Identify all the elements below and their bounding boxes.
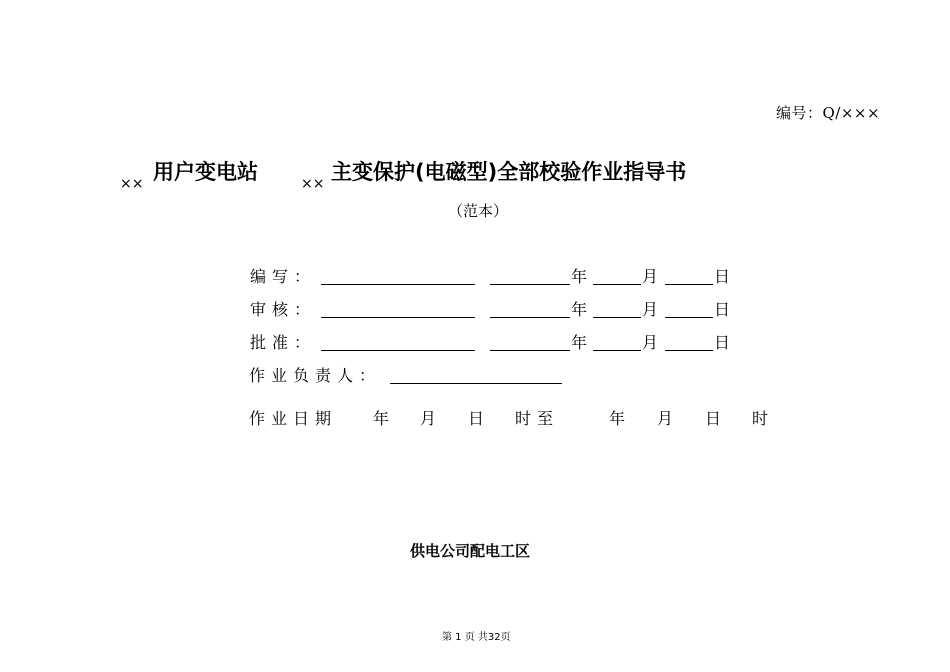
start-day-unit: 日 (468, 409, 485, 428)
start-year-unit: 年 (373, 409, 390, 428)
signature-line (321, 317, 475, 318)
year-unit: 年 (571, 300, 588, 319)
month-line (593, 317, 641, 318)
day-unit: 日 (714, 300, 731, 319)
month-line (593, 350, 641, 351)
day-line (665, 284, 713, 285)
work-date-label: 作业日期 (249, 409, 338, 428)
signoff-label: 批准： (250, 333, 317, 352)
day-unit: 日 (714, 333, 731, 352)
end-month-unit: 月 (657, 409, 674, 428)
organization-name: 供电公司配电工区 (410, 542, 531, 560)
document-subtitle: （范本） (448, 202, 509, 220)
day-line (665, 317, 713, 318)
year-line (490, 317, 570, 318)
signature-line (321, 284, 475, 285)
month-unit: 月 (642, 267, 659, 286)
responsible-signature-line (390, 383, 562, 384)
title-part-2: 主变保护(电磁型)全部校验作业指导书 (331, 160, 687, 184)
end-day-unit: 日 (705, 409, 722, 428)
start-hour-to: 时至 (515, 409, 560, 428)
year-unit: 年 (571, 333, 588, 352)
responsible-label: 作业负责人： (249, 366, 382, 385)
day-line (665, 350, 713, 351)
document-number: 编号：Q/××× (776, 104, 881, 122)
page-number: 第 1 页 共32页 (442, 632, 511, 643)
end-year-unit: 年 (609, 409, 626, 428)
month-line (593, 284, 641, 285)
year-line (490, 284, 570, 285)
title-mid-marks: ×× (301, 176, 325, 192)
day-unit: 日 (714, 267, 731, 286)
month-unit: 月 (642, 333, 659, 352)
title-prefix-marks: ×× (120, 176, 144, 192)
title-part-1: 用户变电站 (153, 160, 258, 184)
signoff-label: 编写： (250, 267, 317, 286)
start-month-unit: 月 (420, 409, 437, 428)
year-line (490, 350, 570, 351)
signoff-label: 审核： (250, 300, 317, 319)
end-hour-unit: 时 (752, 409, 769, 428)
year-unit: 年 (571, 267, 588, 286)
month-unit: 月 (642, 300, 659, 319)
signature-line (321, 350, 475, 351)
